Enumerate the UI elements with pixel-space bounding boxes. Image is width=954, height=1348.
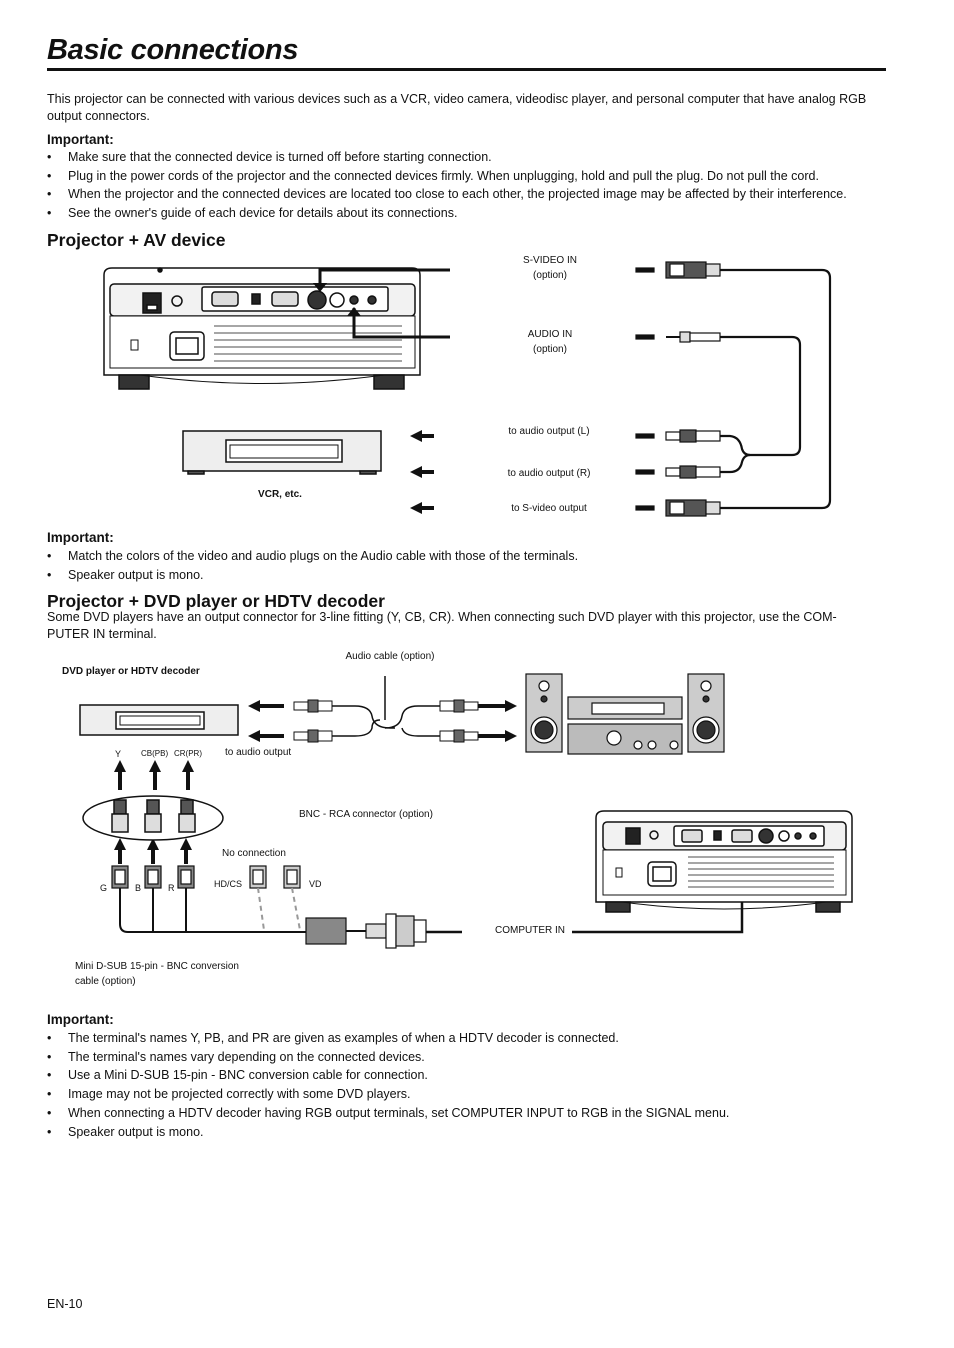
- audio-cable: [330, 676, 440, 736]
- label-svideo-in-option: (option): [533, 270, 567, 281]
- label-audio-output-r: to audio output (R): [507, 468, 591, 479]
- list-item: • When connecting a HDTV decoder having RGB output terminals, set COMPUTER INPUT to RGB in the SIGNAL menu.: [47, 1104, 907, 1123]
- intro-paragraph: This projector can be connected with various devices such as a VCR, video camera, videodisc player, and personal computer that have analog RGB output connectors.: [47, 92, 867, 123]
- label-vcr: VCR, etc.: [258, 489, 302, 500]
- label-to-audio-output: to audio output: [225, 747, 292, 758]
- list-item: • Image may not be projected correctly with some DVD players.: [47, 1085, 907, 1104]
- label-y: Y: [115, 749, 122, 759]
- label-audio-cable: Audio cable (option): [345, 651, 435, 662]
- stereo-system-illustration: [526, 674, 724, 754]
- label-computer-in: COMPUTER IN: [495, 925, 565, 936]
- list-item: • Match the colors of the video and audio plugs on the Audio cable with those of the terminals.: [47, 547, 907, 566]
- label-audio-output-l: to audio output (L): [508, 426, 590, 437]
- dvd-intro-line-1: Some DVD players have an output connector for 3-line fitting (Y, CB, CR). When connecting such DVD player with this projector, use the COM-: [47, 610, 837, 624]
- list-item: • The terminal's names Y, PB, and PR are given as examples of when a HDTV decoder is connected.: [47, 1029, 907, 1048]
- label-minidsub-2: cable (option): [75, 976, 136, 987]
- list-item: • The terminal's names vary depending on the connected devices.: [47, 1048, 907, 1067]
- page-title: Basic connections: [47, 34, 299, 66]
- dvd-intro-line-2: PUTER IN terminal.: [47, 627, 157, 641]
- label-hdcs: HD/CS: [214, 879, 243, 889]
- label-dvd-player: DVD player or HDTV decoder: [62, 666, 200, 677]
- bnc-cables: [120, 888, 306, 932]
- label-bnc-rca: BNC - RCA connector (option): [299, 809, 433, 820]
- list-item: • See the owner's guide of each device for details about its connections.: [47, 204, 907, 223]
- list-item: • Make sure that the connected device is turned off before starting connection.: [47, 148, 907, 167]
- label-minidsub-1: Mini D-SUB 15-pin - BNC conversion: [75, 961, 239, 972]
- label-audio-in-option: (option): [533, 344, 567, 355]
- label-g: G: [100, 883, 108, 893]
- label-cb: CB(PB): [141, 749, 169, 758]
- important-heading-2: Important:: [47, 530, 114, 545]
- list-item: • Speaker output is mono.: [47, 1123, 907, 1142]
- label-b: B: [135, 883, 142, 893]
- label-audio-in: AUDIO IN: [527, 329, 573, 340]
- page-number: EN-10: [47, 1297, 83, 1311]
- label-cr: CR(PR): [174, 749, 202, 758]
- label-svideo-output: to S-video output: [511, 503, 587, 514]
- important-list-3: [47, 1029, 907, 1141]
- list-item: • Use a Mini D-SUB 15-pin - BNC conversion cable for connection.: [47, 1066, 907, 1085]
- projector-illustration-2: [596, 811, 852, 912]
- label-no-connection: No connection: [222, 848, 286, 859]
- list-item: • When the projector and the connected devices are located too close to each other, the projected image may be affected by their interference.: [47, 185, 907, 204]
- label-r: R: [168, 883, 175, 893]
- list-item: • Plug in the power cords of the projector and the connected devices firmly. When unplugging, hold and pull the plug. Do not pull the cord.: [47, 167, 907, 186]
- list-item: • Speaker output is mono.: [47, 566, 907, 585]
- label-vd: VD: [309, 879, 322, 889]
- section-heading-dvd: Projector + DVD player or HDTV decoder: [47, 591, 385, 611]
- important-heading-1: Important:: [47, 132, 114, 147]
- dsub-adapter: [306, 914, 426, 948]
- important-heading-3: Important:: [47, 1012, 114, 1027]
- section-heading-av: Projector + AV device: [47, 230, 226, 250]
- dvd-player-illustration: [80, 705, 238, 735]
- bnc-rca-connectors: [83, 796, 223, 840]
- label-svideo-in: S-VIDEO IN: [523, 255, 577, 266]
